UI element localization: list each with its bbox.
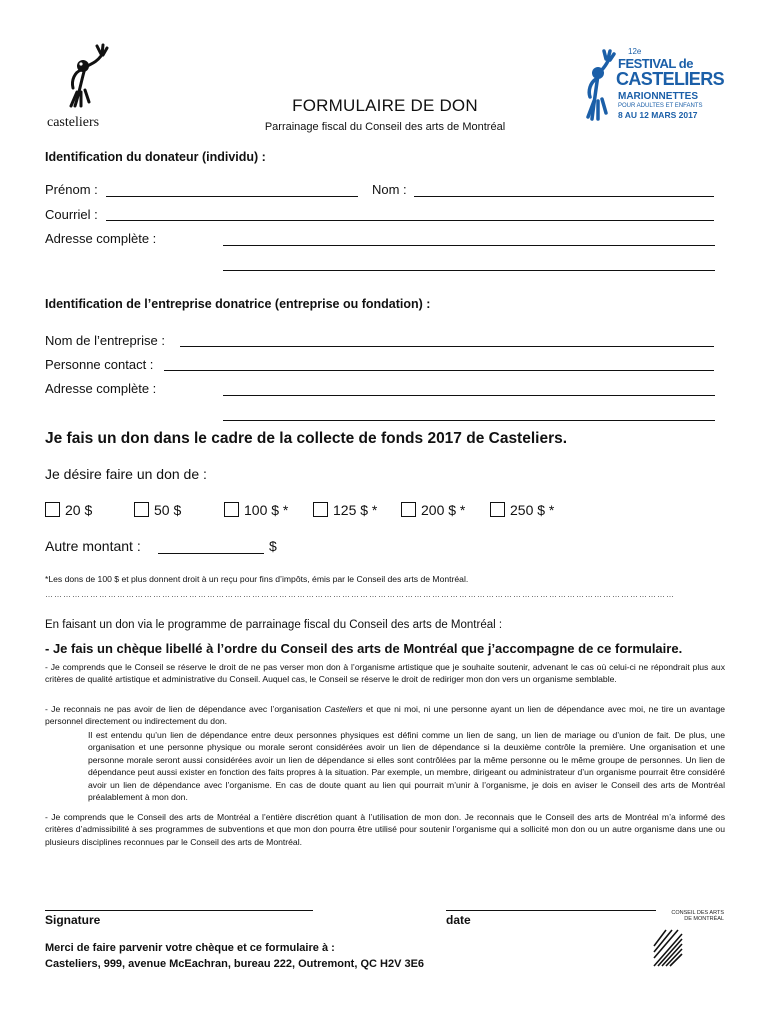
- amount-option-20[interactable]: [45, 502, 92, 518]
- amount-label: 20 $: [65, 502, 93, 518]
- amount-label: 200 $ *: [421, 502, 466, 518]
- conseil-arts-logo-line1: CONSEIL DES ARTS: [671, 910, 724, 916]
- program-intro: En faisant un don via le programme de parrainage fiscal du Conseil des arts de Montréal :: [45, 619, 503, 631]
- signature-label: Signature: [45, 913, 101, 927]
- festival-edition: 12e: [628, 47, 642, 56]
- program-para-4: - Je comprends que le Conseil des arts de Montréal a l’entière discrétion quant à l’utilisation de mon don. Je reconnais que le Conseil des arts de Montréal m’a informé des critères d’admissibilité à ses programmes de subventions et que mon don pourra être utilisé pour soutenir l’organisme qui a sollicité mon don ou un autre organisme dans une ou plusieurs disciplines reconnues par le Conseil des arts de Montréal.: [45, 812, 725, 847]
- para2-org: Casteliers: [324, 704, 363, 714]
- page-subtitle: Parrainage fiscal du Conseil des arts de Montréal: [264, 121, 506, 133]
- program-para-2: [45, 703, 725, 728]
- amount-option-200[interactable]: [401, 502, 465, 518]
- prenom-field[interactable]: [106, 196, 358, 197]
- entreprise-adresse-field-1[interactable]: [223, 395, 715, 396]
- para2-start: - Je reconnais ne pas avoir de lien de dépendance avec l’organisation: [45, 704, 325, 714]
- entreprise-nom-label: Nom de l’entreprise :: [45, 333, 165, 348]
- checkbox[interactable]: [313, 502, 328, 517]
- conseil-arts-logo: [650, 910, 724, 970]
- amount-label: 100 $ *: [244, 502, 289, 518]
- checkbox[interactable]: [45, 502, 60, 517]
- donation-headline: Je fais un don dans le cadre de la collecte de fonds 2017 de Casteliers.: [45, 430, 568, 447]
- entreprise-nom-field[interactable]: [180, 346, 714, 347]
- checkbox[interactable]: [224, 502, 239, 517]
- autre-montant-field[interactable]: [158, 553, 264, 554]
- autre-montant-label: Autre montant :: [45, 538, 141, 554]
- amount-option-250[interactable]: [490, 502, 554, 518]
- contact-field[interactable]: [164, 370, 714, 371]
- date-label: date: [446, 913, 471, 927]
- program-para-3: Il est entendu qu’un lien de dépendance entre deux personnes physiques est défini comme un lien de sang, un lien de mariage ou d’union de fait. De plus, une organisation et une personne physique ou morale seront considérées avoir un lien de dépendance si la deuxième contrôle la première. Une organisation et une personne morale seront aussi considérées avoir un lien de dépendance si elles sont contrôlées par la même personne ou le même groupe de personnes. Un lien de dépendance peut aussi exister en fonction des faits propres à la situation. Par exemple, un membre, dirigeant ou administrateur d’un organisme pourrait être considéré avoir un lien de dépendance avec l’organisme. En cas de doute quant au lien qui pourrait m’unir à l’organisme, je dois en aviser le Conseil des arts de Montréal préalablement à mon don.: [88, 730, 725, 803]
- conseil-arts-logo-line2: DE MONTRÉAL: [684, 916, 724, 922]
- conseil-arts-mark-icon: [650, 928, 686, 968]
- autre-montant-currency: $: [269, 538, 277, 554]
- amount-option-100[interactable]: [224, 502, 288, 518]
- festival-line1: FESTIVAL de: [618, 56, 693, 71]
- para2-end: et que ni moi, ni une personne ayant un lien de dépendance avec moi, ne tire un avantage personnel directement ou indirectement du don.: [45, 704, 725, 727]
- contact-label: Personne contact :: [45, 357, 154, 372]
- amount-label: 250 $ *: [510, 502, 555, 518]
- adresse-label: Adresse complète :: [45, 231, 157, 246]
- dotted-divider: …………………………………………………………………………………………………………………………………………………………………………………………: [45, 590, 675, 599]
- signature-field[interactable]: [45, 910, 313, 911]
- courriel-label: Courriel :: [45, 207, 98, 222]
- enterprise-heading: Identification de l’entreprise donatrice (entreprise ou fondation) :: [45, 297, 431, 311]
- tax-note: *Les dons de 100 $ et plus donnent droit à un reçu pour fins d’impôts, émis par le Conseil des arts de Montréal.: [45, 574, 469, 584]
- amount-option-50[interactable]: [134, 502, 181, 518]
- festival-dates: 8 AU 12 MARS 2017: [618, 110, 698, 120]
- amount-option-125[interactable]: [313, 502, 377, 518]
- festival-line4: POUR ADULTES ET ENFANTS: [618, 103, 703, 109]
- festival-line3: MARIONNETTES: [618, 91, 698, 102]
- entreprise-adresse-field-2[interactable]: [223, 420, 715, 421]
- nom-field[interactable]: [414, 196, 714, 197]
- festival-line2: CASTELIERS: [616, 69, 725, 89]
- festival-logo: [584, 45, 724, 123]
- checkbox[interactable]: [134, 502, 149, 517]
- donation-desire: Je désire faire un don de :: [45, 466, 207, 482]
- adresse-field-2[interactable]: [223, 270, 715, 271]
- individual-heading: Identification du donateur (individu) :: [45, 150, 266, 164]
- program-para-1: - Je comprends que le Conseil se réserve le droit de ne pas verser mon don à l’organisme artistique que je souhaite soutenir, advenant le cas où celui-ci ne répondrait plus aux critères de qualité artistique et administrative du Conseil. Auquel cas, le Conseil se réserve le droit de rediriger mon don vers un organisme semblable.: [45, 662, 725, 685]
- entreprise-adresse-label: Adresse complète :: [45, 381, 157, 396]
- nom-label: Nom :: [372, 182, 407, 197]
- checkbox[interactable]: [490, 502, 505, 517]
- send-line-2: Casteliers, 999, avenue McEachran, bureau 222, Outremont, QC H2V 3E6: [45, 958, 425, 970]
- courriel-field[interactable]: [106, 220, 714, 221]
- amount-label: 50 $: [154, 502, 182, 518]
- send-line-1: Merci de faire parvenir votre chèque et ce formulaire à :: [45, 942, 335, 954]
- date-field[interactable]: [446, 910, 656, 911]
- adresse-field-1[interactable]: [223, 245, 715, 246]
- prenom-label: Prénom :: [45, 182, 98, 197]
- cheque-statement: - Je fais un chèque libellé à l’ordre du Conseil des arts de Montréal que j’accompagne de ce formulaire.: [45, 641, 683, 656]
- page-title: FORMULAIRE DE DON: [292, 96, 478, 115]
- checkbox[interactable]: [401, 502, 416, 517]
- amount-label: 125 $ *: [333, 502, 378, 518]
- casteliers-logo-text: casteliers: [47, 115, 100, 130]
- festival-puppet-icon: [584, 49, 618, 123]
